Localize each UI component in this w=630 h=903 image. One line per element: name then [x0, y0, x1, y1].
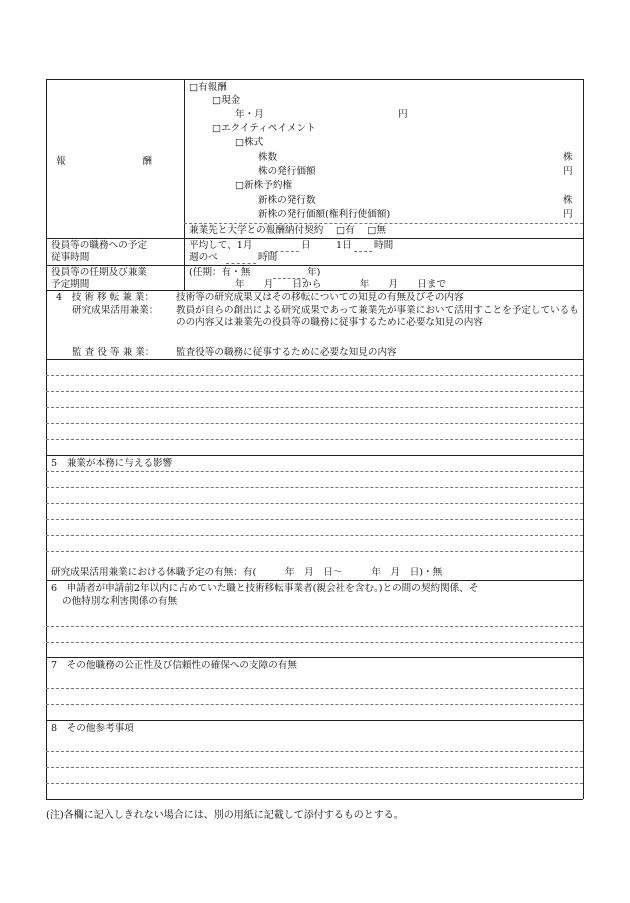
audit-label: 監 査 役 等 兼 業： — [72, 347, 155, 358]
duty-time-monthly: 平均して、1月 — [189, 240, 253, 251]
shares-unit: 株 — [563, 152, 573, 163]
stock-checkbox[interactable]: □株式 — [235, 137, 264, 148]
writing-line[interactable] — [46, 391, 583, 392]
writing-line[interactable] — [46, 551, 583, 552]
section-divider — [46, 455, 583, 456]
writing-line[interactable] — [46, 503, 583, 504]
form-bottom-border — [46, 799, 583, 800]
writing-line[interactable] — [46, 626, 583, 627]
remuneration-label: 報 酬 — [56, 156, 152, 167]
warrant-count-unit: 株 — [563, 195, 573, 206]
form-right-border — [583, 79, 584, 799]
year-month-label: 年・月 — [235, 109, 264, 120]
duty-weekly: 週のべ — [189, 252, 218, 263]
section-divider — [46, 657, 583, 658]
duty-time-label-2: 従事時間 — [51, 252, 90, 263]
duty-time-label-1: 役員等の職務への予定 — [51, 240, 147, 251]
research-use-text: 教員が自らの創出による研究成果であって兼業先が事業において活用すことを予定しているものの内容又は兼業先の役員等の職務に従事するために必要な知見の内容 — [176, 305, 579, 328]
warrant-price-label: 新株の発行価額(権利行使価額) — [258, 209, 391, 220]
paid-checkbox[interactable]: □有報酬 — [189, 82, 227, 93]
writing-line[interactable] — [46, 688, 583, 689]
writing-line[interactable] — [46, 487, 583, 488]
section-8-title: 8 その他参考事項 — [51, 723, 134, 734]
section-6-title-2: の他特別な利害関係の有無 — [62, 596, 178, 607]
writing-line[interactable] — [46, 642, 583, 643]
issue-price-unit: 円 — [563, 166, 573, 177]
research-use-label: 研究成果活用兼業： — [72, 305, 159, 316]
writing-line[interactable] — [46, 439, 583, 440]
section-divider — [46, 720, 583, 721]
section-divider — [46, 580, 583, 581]
label-column-divider — [184, 79, 185, 290]
duty-hours-unit-1: 時間 — [374, 240, 394, 251]
term-label-1: 役員等の任期及び兼業 — [51, 267, 147, 278]
section-6-title-1: 6 申請者が申請前2年以内に占めていた職と技術移転事業者(親会社を含む。)との間の契約関係、そ — [51, 583, 479, 594]
audit-text: 監査役等の職務に従事するために必要な知見の内容 — [176, 347, 397, 358]
term-year-unit: 年) — [307, 267, 321, 278]
cash-yen-unit: 円 — [398, 109, 408, 120]
duty-hours-unit-2: 時間 — [258, 252, 278, 263]
term-line: (任期：有・無 — [189, 267, 251, 278]
footnote: (注)各欄に記入しきれない場合には、別の用紙に記載して添付するものとする。 — [46, 810, 404, 821]
contract-separator — [184, 223, 583, 224]
warrant-price-unit: 円 — [563, 209, 573, 220]
warrant-checkbox[interactable]: □新株予約権 — [235, 180, 293, 191]
tech-transfer-label: 4 技 術 移 転 兼 業： — [56, 292, 155, 303]
warrant-count-label: 新株の発行数 — [258, 195, 316, 206]
section-7-title: 7 その他職務の公正性及び信頼性の確保への支障の有無 — [51, 660, 297, 671]
writing-line[interactable] — [46, 423, 583, 424]
writing-line[interactable] — [46, 751, 583, 752]
duty-day-unit: 日 — [301, 240, 311, 251]
contract-line[interactable]: 兼業先と大学との報酬納付契約 □有 □無 — [189, 225, 386, 236]
writing-line[interactable] — [46, 535, 583, 536]
cash-checkbox[interactable]: □現金 — [212, 95, 241, 106]
leave-plan-line: 研究成果活用兼業における休職予定の有無：有( 年 月 日～ 年 月 日)・無 — [51, 567, 443, 578]
issue-price-label: 株の発行価額 — [258, 166, 316, 177]
term-label-2: 予定期間 — [51, 279, 90, 290]
duty-per-day: 1日 — [336, 240, 352, 251]
section-5-title: 5 兼業が本務に与える影響 — [51, 458, 173, 469]
weekly-hours-blank[interactable] — [226, 263, 256, 264]
tech-transfer-text: 技術等の研究成果又はその移転についての知見の有無及びその内容 — [176, 292, 464, 303]
equity-checkbox[interactable]: □エクイティペイメント — [212, 123, 316, 134]
shares-label: 株数 — [258, 152, 278, 163]
writing-line[interactable] — [46, 783, 583, 784]
form-top-border — [46, 79, 583, 80]
row-divider — [46, 265, 583, 266]
section-divider — [46, 359, 583, 360]
row-divider — [46, 290, 583, 291]
writing-line[interactable] — [46, 375, 583, 376]
daily-hours-blank[interactable] — [354, 251, 372, 252]
period-line: 年 月 日から 年 月 日まで — [235, 279, 447, 290]
writing-line[interactable] — [46, 704, 583, 705]
writing-line[interactable] — [46, 407, 583, 408]
writing-line[interactable] — [46, 519, 583, 520]
writing-line[interactable] — [46, 471, 583, 472]
writing-line[interactable] — [46, 767, 583, 768]
row-divider — [46, 238, 583, 239]
